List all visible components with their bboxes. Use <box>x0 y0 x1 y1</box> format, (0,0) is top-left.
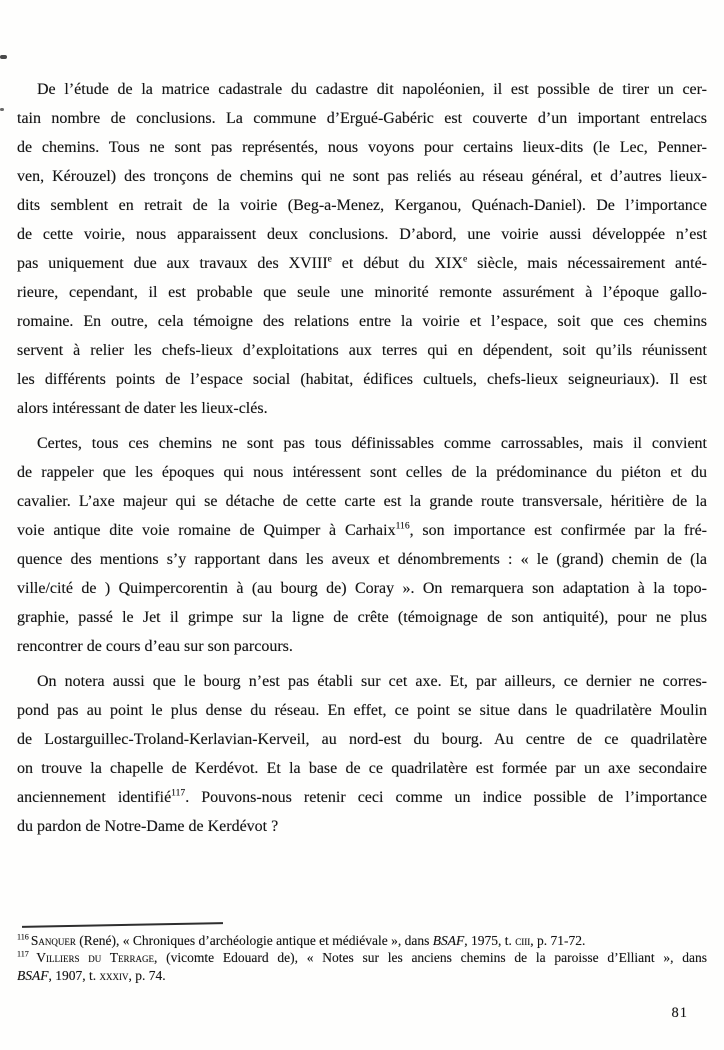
body-line: de chemins. Tous ne sont pas représentés, nous voyons pour certains lieux-dits (le Lec, Penner- <box>17 139 707 156</box>
body-line: quence des mentions s’y rapportant dans les aveux et dénombrements : « le (grand) chemin de (la <box>17 551 707 568</box>
body-line: rieure, cependant, il est probable que seule une minorité remonte assurément à l’époque gallo- <box>17 284 707 301</box>
body-line: ville/cité de ) Quimpercorentin à (au bourg de) Coray ». On remarquera son adaptation à la topo- <box>17 580 707 597</box>
superscript-reference: e <box>462 253 468 265</box>
superscript-reference: 117 <box>17 949 37 959</box>
scan-artifact <box>0 108 4 111</box>
body-line <box>17 516 707 545</box>
paragraph-1 <box>17 75 707 423</box>
text-segment: BSAF <box>432 933 465 948</box>
text-segment: (René), « Chroniques d’archéologie antique et médiévale », dans <box>75 933 433 948</box>
paragraph-2 <box>17 429 707 661</box>
body-line: Certes, tous ces chemins ne sont pas tous définissables comme carrossables, mais il convient <box>37 435 707 452</box>
text-segment: Villiers du Terrage <box>36 950 154 966</box>
scan-artifact <box>0 55 7 59</box>
body-line: tain nombre de conclusions. La commune d’Ergué-Gabéric est couverte d’un important entrelacs <box>17 110 707 127</box>
body-line: on trouve la chapelle de Kerdévot. Et la base de ce quadrilatère est formée par un axe secondaire <box>17 760 707 777</box>
text-segment: , 1907, t. <box>48 967 100 983</box>
body-line: graphie, passé le Jet il grimpe sur la ligne de crête (témoignage de son antiquité), pour ne plus <box>17 609 707 626</box>
footnotes-block <box>17 932 707 984</box>
body-line: du pardon de Notre-Dame de Kerdévot ? <box>17 818 279 835</box>
text-segment: . Pouvons-nous retenir ceci comme un indice possible de l’importance <box>185 789 708 806</box>
text-segment: , son importance est confirmée par la fré- <box>409 522 707 539</box>
superscript-reference: e <box>327 253 332 265</box>
text-segment: ciii <box>515 933 531 948</box>
text-segment: pas uniquement due aux travaux des XVIII <box>17 255 328 272</box>
text-segment: et début du XIX <box>331 255 463 272</box>
footnote-line <box>17 932 707 949</box>
body-line: rencontrer de cours d’eau sur son parcours. <box>17 638 293 655</box>
text-block <box>17 75 707 841</box>
body-line: De l’étude de la matrice cadastrale du cadastre dit napoléonien, il est possible de tirer un cer- <box>37 81 707 98</box>
body-line: ven, Kérouzel) des tronçons de chemins qui ne sont pas reliés au réseau général, et d’autres lieux- <box>17 168 707 185</box>
superscript-reference: 116 <box>395 520 410 532</box>
body-line: de cette voirie, nous apparaissent deux conclusions. D’abord, une voirie aussi développée n’est <box>17 226 707 243</box>
text-segment: , p. 71-72. <box>530 933 586 948</box>
text-segment: , 1975, t. <box>464 933 516 948</box>
body-line: pond pas au point le plus dense du réseau. En effet, ce point se situe dans le quadrilatère Moulin <box>17 702 707 719</box>
footnote-divider <box>22 922 223 928</box>
body-line: les différents points de l’espace social (habitat, édifices cultuels, chefs-lieux seigneuriaux). Il est <box>17 371 707 388</box>
body-line: cavalier. L’axe majeur qui se détache de cette carte est la grande route transversale, héritière de la <box>17 493 707 510</box>
footnote-line <box>17 967 707 984</box>
text-segment: voie antique dite voie romaine de Quimper à Carhaix <box>17 522 396 539</box>
body-line <box>17 783 707 812</box>
text-segment: xxxiv <box>99 967 129 983</box>
body-line: de Lostarguillec-Troland-Kerlavian-Kerveil, au nord-est du bourg. Au centre de ce quadrilatère <box>17 731 707 748</box>
text-segment: , (vicomte Edouard de), « Notes sur les anciens chemins de la paroisse d’Elliant », dans <box>154 950 707 966</box>
page-number: 81 <box>671 1005 688 1021</box>
superscript-reference: 116 <box>17 932 31 942</box>
body-line: servent à relier les chefs-lieux d’exploitations aux terres qui en dépendent, soit qu’ils réunissent <box>17 342 707 359</box>
body-line: dits semblent en retrait de la voirie (Beg-a-Menez, Kerganou, Quénach-Daniel). De l’importance <box>17 197 707 214</box>
superscript-reference: 117 <box>171 787 186 799</box>
body-line: de rappeler que les époques qui nous intéressent sont celles de la prédominance du piéton et du <box>17 464 707 481</box>
text-segment: , p. 74. <box>128 967 166 983</box>
text-segment: Sanquer <box>30 933 76 948</box>
body-line: On notera aussi que le bourg n’est pas établi sur cet axe. Et, par ailleurs, ce dernier ne corres- <box>37 673 707 690</box>
text-segment: BSAF <box>17 967 49 983</box>
body-line <box>17 249 707 278</box>
footnote-line <box>17 949 707 966</box>
text-segment: anciennement identifié <box>17 789 172 806</box>
paragraph-3 <box>17 667 707 841</box>
text-segment: siècle, mais nécessairement anté- <box>467 255 708 272</box>
body-line: romaine. En outre, cela témoigne des relations entre la voirie et l’espace, soit que ces chemins <box>17 313 707 330</box>
body-line: alors intéressant de dater les lieux-clés. <box>17 400 268 417</box>
